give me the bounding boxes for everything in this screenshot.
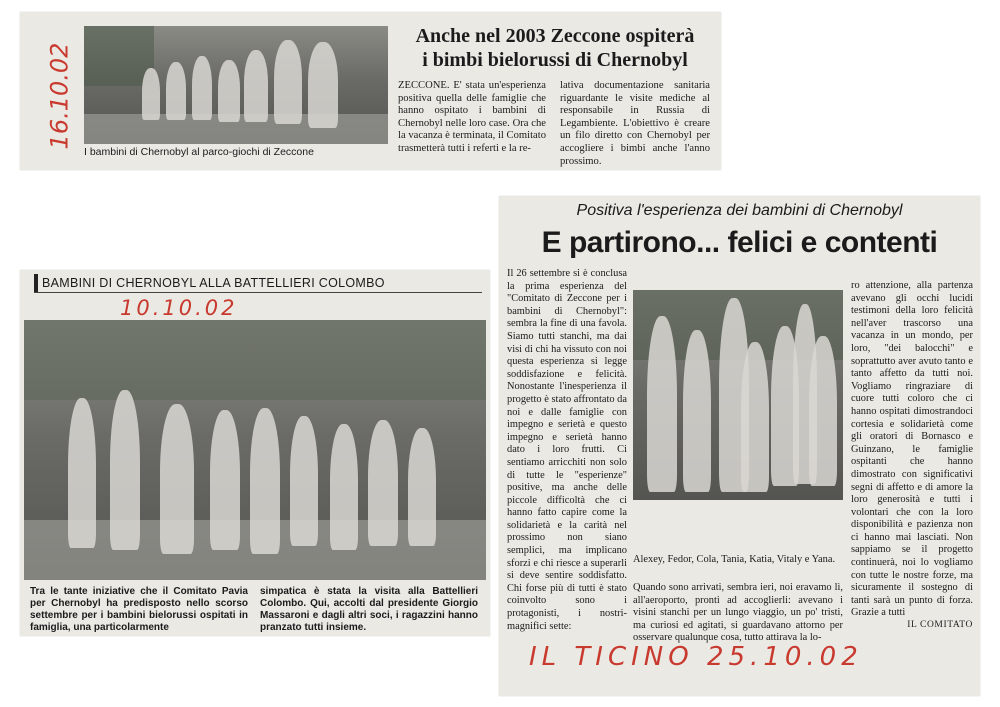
signature: IL COMITATO <box>907 620 973 630</box>
photo-seven-children <box>633 290 843 500</box>
handwritten-date: 16.10.02 <box>45 42 74 150</box>
kicker: Positiva l'esperienza dei bambini di Chernobyl <box>576 202 903 219</box>
article-column-3: ro attenzione, alla partenza avevano gli occhi lucidi testimoni della loro felicità nell'aver trascorso una vacanza in un mondo, per loro, "dei balocchi" e soprattutto aver avuto tanto e tanto affetto da tutti noi. Vogliamo ringraziare di cuore tutti coloro che ci hanno ospitati dimostrandoci cortesia e solidarietà come gli oratori di Bornasco e Guinzano, le famiglie ospitanti che hanno dimostrato con significativi segni di affetto e di amore la loro generosità e tutti i volontari che con la loro disponibilità e pazienza non ci hanno mai lasciati. Non sappiamo se il progetto continuerà, noi lo vogliamo con tutte le nostre forze, ma sicuramente il sostegno di tanti sarà un punto di forza. Grazie a tutti <box>851 280 973 619</box>
article-column-2: Quando sono arrivati, sembra ieri, noi eravamo lì, all'aeroporto, pronti ad accoglierli: avevano i visini stanchi per un lungo viaggio, un po' tristi, ma curiosi ed agitati, si guardavano attorno per osservare qualunque cosa, tutto attirava la lo- <box>633 582 843 644</box>
article-column-1: ZECCONE. E' stata un'esperienza positiva quella delle famiglie che hanno ospitato i bambini di Chernobyl nelle loro case. Ora che la vacanza è terminata, il Comitato trasmetterà tutti i referti e la re- <box>398 80 546 154</box>
photo-children-playground <box>84 26 388 144</box>
section-bar <box>34 274 38 292</box>
article-column-1: Il 26 settembre si è conclusa la prima esperienza del "Comitato di Zeccone per i bambini di Chernobyl": sembra la fine di una favola. Siamo tutti stanchi, ma dai visi di chi ha vissuto con noi questa esperienza si legge soddisfazione e felicità. Nonostante l'inesperienza il progetto è stato affrontato da noi e dalle famiglie con impegno e serietà e questo impegno e serietà hanno dato i loro frutti. Ci sentiamo arricchiti non solo di tutte le "esperienze" positive, ma anche delle piccole difficoltà che ci hanno fatto capire come la solidarietà e la carità nel prossimo non siano semplici, ma implicano sforzi e chi riesce a superarli si deve sentire soddisfatto. Chi forse più di tutti è stato coinvolto sono i protagonisti, i nostri-magnifici sette: <box>507 268 627 632</box>
children-names: Alexey, Fedor, Cola, Tania, Katia, Vitaly e Yana. <box>633 554 836 565</box>
section-heading: BAMBINI DI CHERNOBYL ALLA BATTELLIERI COLOMBO <box>42 276 385 290</box>
clipping-zeccone-2003 <box>20 12 721 170</box>
headline-line1: Anche nel 2003 Zeccone ospiterà <box>415 25 695 47</box>
headline-line2: i bimbi bielorussi di Chernobyl <box>422 49 688 71</box>
clipping-battellieri-colombo <box>20 270 490 636</box>
headline: E partirono... felici e contenti <box>541 226 938 259</box>
handwritten-date: 10.10.02 <box>120 296 238 320</box>
article-column-2: lativa documentazione sanitaria riguardante le visite mediche al responsabile in Russia di Legambiente. L'obiettivo è creare un filo diretto con Chernobyl per accogliere i bimbi anche l'anno prossimo. <box>560 80 710 167</box>
photo-caption: I bambini di Chernobyl al parco-giochi di Zeccone <box>84 146 314 158</box>
handwritten-source: IL TICINO 25.10.02 <box>529 642 863 672</box>
article-column-2: simpatica è stata la visita alla Battellieri Colombo. Qui, accolti dal presidente Giorgio Massaroni e dagli altri soci, i ragazzini hanno pranzato tutti insieme. <box>260 586 478 633</box>
heading-rule <box>34 292 482 293</box>
photo-group-battellieri <box>24 320 486 580</box>
clipping-e-partirono <box>499 196 980 696</box>
article-column-1: Tra le tante iniziative che il Comitato Pavia per Chernobyl ha predisposto nello scorso settembre per i bambini bielorussi ospitati in famiglia, una particolarmente <box>30 586 248 633</box>
